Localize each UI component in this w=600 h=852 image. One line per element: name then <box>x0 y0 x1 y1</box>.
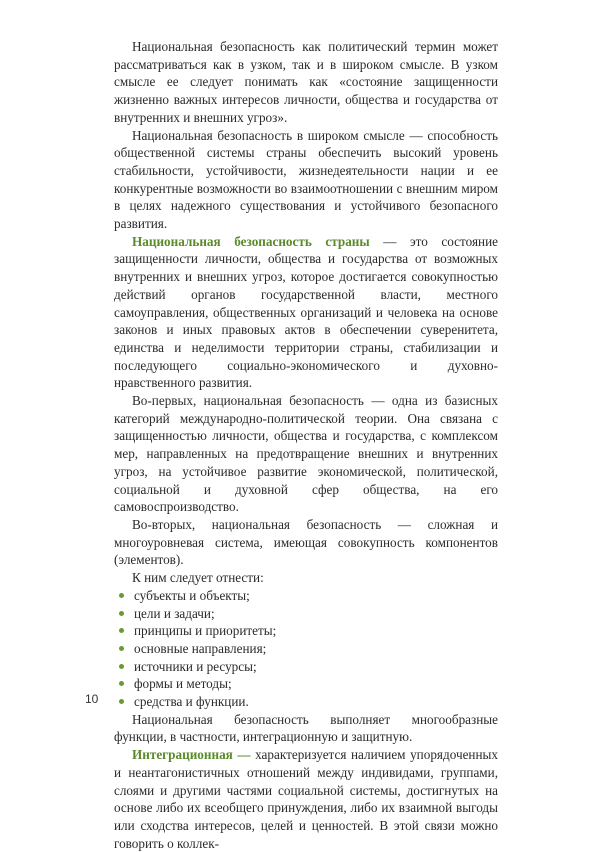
list-item-text: формы и методы; <box>134 676 232 692</box>
paragraph-8 <box>114 746 498 852</box>
list-item <box>114 587 498 605</box>
components-list <box>114 587 498 711</box>
list-item <box>114 658 498 676</box>
paragraph-6: К ним следует отнести: <box>132 570 264 586</box>
list-item <box>114 622 498 640</box>
paragraph-5: Во-вторых, национальная безопасность — сложная и многоуровневая система, имеющая совокупность компонентов (элементов). <box>114 516 498 568</box>
bullet-icon <box>119 593 124 598</box>
list-item-text: средства и функции. <box>134 694 249 710</box>
list-item-text: цели и задачи; <box>134 605 215 621</box>
bullet-icon <box>119 646 124 651</box>
paragraph-8-text: характеризуется наличием упорядоченных и неантагонистичных отношений между индивидами, группами, слоями и другими частями социальной системы, достигнутых на основе либо их всеобщего принуждения, либо их взаимной выгоды или сходства интересов, целей и ценностей. В этой связи можно говорить о коллек- <box>114 747 498 851</box>
list-item <box>114 640 498 658</box>
bullet-icon <box>119 681 124 686</box>
bullet-icon <box>119 699 124 704</box>
bullet-icon <box>119 664 124 669</box>
paragraph-3 <box>114 233 498 392</box>
page-content <box>114 38 498 852</box>
page-number: 10 <box>85 692 99 706</box>
bullet-icon <box>119 628 124 633</box>
list-item <box>114 605 498 623</box>
list-item-text: принципы и приоритеты; <box>134 623 277 639</box>
term-integration: Интеграционная — <box>132 747 251 763</box>
term-national-security: Национальная безопасность страны <box>132 233 370 249</box>
paragraph-4: Во-первых, национальная безопасность — одна из базисных категорий международно-политической теории. Она связана с защищенностью личности, общества и государства, с комплексом мер, направленных на предотвращение внешних и внутренних угроз, на устойчивое развитие экономической, политической, социальной и духовной сфер общества, на его самовоспроизводство. <box>114 393 498 515</box>
list-item <box>114 693 498 711</box>
paragraph-1: Национальная безопасность как политический термин может рассматриваться как в узком, так и в широком смысле. В узком смысле ее следует понимать как «состояние защищенности жизненно важных интересов личности, общества и государства от внутренних и внешних угроз». <box>114 39 498 125</box>
bullet-icon <box>119 611 124 616</box>
list-item-text: субъекты и объекты; <box>134 587 250 603</box>
paragraph-3-text: — это состояние защищенности личности, общества и государства от возможных внутренних и внешних угроз, которое достигается совокупностью действий органов государственной власти, местного самоуправления, общественных организаций и человека на основе законов и иных правовых актов в обеспечении суверенитета, единства и неделимости территории страны, стабилизации и последующего социально-экономического и духовно-нравственного развития. <box>114 233 498 391</box>
paragraph-2: Национальная безопасность в широком смысле — способность общественной системы страны обеспечить высокий уровень стабильности, устойчивости, жизнедеятельности нации и ее конкурентные возможности во взаимоотношении с внешним миром в целях надежного существования и устойчивого безопасного развития. <box>114 127 498 232</box>
list-item <box>114 675 498 693</box>
paragraph-7: Национальная безопасность выполняет многообразные функции, в частности, интеграционную и защитную. <box>114 711 498 745</box>
list-item-text: основные направления; <box>134 640 267 656</box>
list-item-text: источники и ресурсы; <box>134 658 257 674</box>
